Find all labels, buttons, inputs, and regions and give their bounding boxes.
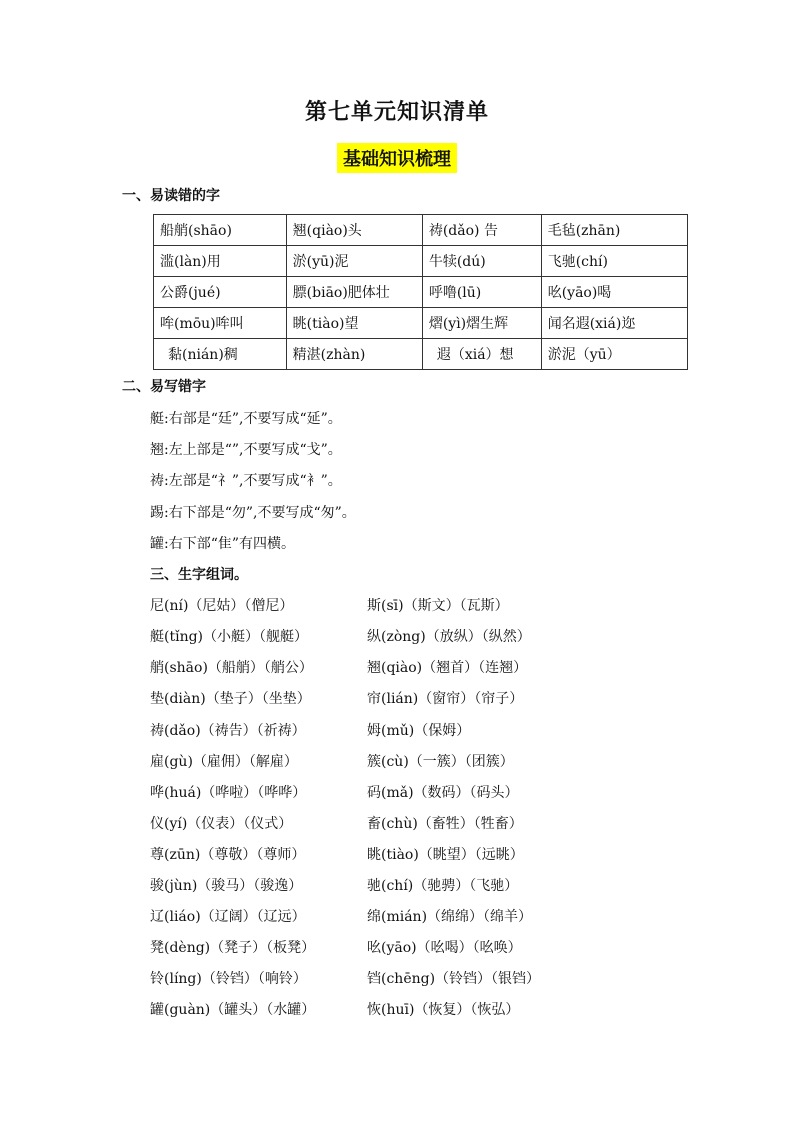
vocab-entry-right: 簇(cù)（一簇）（团簇） [367,754,514,770]
page-subtitle-highlight: 基础知识梳理 [337,143,457,173]
vocab-entry-right: 绵(mián)（绵绵）（绵羊） [367,909,533,925]
table-row [154,308,688,339]
table-row [154,215,688,246]
vocab-entry-right: 帘(lián)（窗帘）（帘子） [367,691,524,707]
vocab-entry-left: 辽(liáo)（辽阔）（辽远） [150,909,306,925]
page-title: 第七单元知识清单 [304,99,489,125]
vocab-entry-right: 恢(huī)（恢复）（恢弘） [367,1002,520,1018]
writing-rule-line: 祷:左部是“礻”,不要写成“衤”。 [150,473,342,489]
vocab-entry-right: 码(mǎ)（数码）（码头） [367,785,519,801]
vocab-entry-left: 艇(tǐng)（小艇）（舰艇） [150,629,309,645]
vocab-entry-left: 仪(yí)（仪表）（仪式） [150,816,293,832]
vocab-entry-left: 艄(shāo)（船艄）（艄公） [150,660,313,676]
table-cell: 飞驰(chí) [541,246,687,277]
table-cell: 船艄(shāo) [154,215,287,246]
table-row [154,339,688,370]
vocab-entry-right: 纵(zòng)（放纵）（纵然） [367,629,531,645]
writing-rule-line: 翘:左上部是“”,不要写成“戈”。 [150,442,342,458]
table-cell: 闻名遐(xiá)迩 [541,308,687,339]
table-cell: 吆(yāo)喝 [541,277,687,308]
table-row [154,277,688,308]
vocab-entry-right: 斯(sī)（斯文）（瓦斯） [367,598,509,614]
vocab-entry-left: 哗(huá)（哗啦）（哗哗） [150,785,307,801]
vocab-entry-left: 祷(dǎo)（祷告）（祈祷） [150,723,306,739]
vocab-entry-right: 吆(yāo)（吆喝）（吆唤） [367,940,522,956]
table-cell: 公爵(jué) [154,277,287,308]
writing-rule-line: 罐:右下部“隹”有四横。 [150,536,296,552]
vocab-entry-right: 眺(tiào)（眺望）（远眺） [367,847,524,863]
vocab-entry-right: 驰(chí)（驰骋）（飞驰） [367,878,519,894]
table-row [154,246,688,277]
table-cell: 翘(qiào)头 [286,215,422,246]
table-cell: 眺(tiào)望 [286,308,422,339]
table-cell: 熠(yì)熠生辉 [422,308,541,339]
writing-rule-line: 艇:右部是“廷”,不要写成“延”。 [150,411,342,427]
subtitle-container [0,143,794,173]
vocab-entry-right: 姆(mǔ)（保姆） [367,723,471,739]
vocab-entry-right: 翘(qiào)（翘首）（连翘） [367,660,528,676]
vocab-entry-left: 尊(zūn)（尊敬）（尊师） [150,847,306,863]
table-cell: 牛犊(dú) [422,246,541,277]
writing-rule-line: 踢:右下部是“勿”,不要写成“匆”。 [150,505,356,521]
table-cell: 滥(làn)用 [154,246,287,277]
table-cell: 呼噜(lū) [422,277,541,308]
table-cell: 黏(nián)稠 [154,339,287,370]
vocab-entry-left: 垫(diàn)（垫子）（坐垫） [150,691,311,707]
table-cell: 淤(yū)泥 [286,246,422,277]
vocab-entry-left: 凳(dèng)（凳子）（板凳） [150,940,316,956]
section-1-heading: 一、易读错的字 [122,188,220,204]
easy-misread-characters-table [153,214,688,370]
vocab-entry-left: 尼(ní)（尼姑）（僧尼） [150,598,294,614]
table-cell: 祷(dǎo) 告 [422,215,541,246]
vocab-entry-left: 雇(gù)（雇佣）（解雇） [150,754,298,770]
vocab-entry-right: 铛(chēng)（铃铛）（银铛） [367,971,541,987]
table-cell: 淤泥（yū） [541,339,687,370]
table-cell: 哞(mōu)哞叫 [154,308,287,339]
vocab-entry-left: 罐(guàn)（罐头）（水罐） [150,1002,316,1018]
section-3-heading: 三、生字组词。 [150,567,248,583]
table-cell: 毛毡(zhān) [541,215,687,246]
table-cell: 遐（xiá）想 [422,339,541,370]
table-cell: 膘(biāo)肥体壮 [286,277,422,308]
table-cell: 精湛(zhàn) [286,339,422,370]
vocab-entry-left: 骏(jùn)（骏马）（骏逸） [150,878,303,894]
vocab-entry-left: 铃(líng)（铃铛）（响铃） [150,971,307,987]
vocab-entry-right: 畜(chù)（畜牲）（牲畜） [367,816,523,832]
section-2-heading: 二、易写错字 [122,379,206,395]
